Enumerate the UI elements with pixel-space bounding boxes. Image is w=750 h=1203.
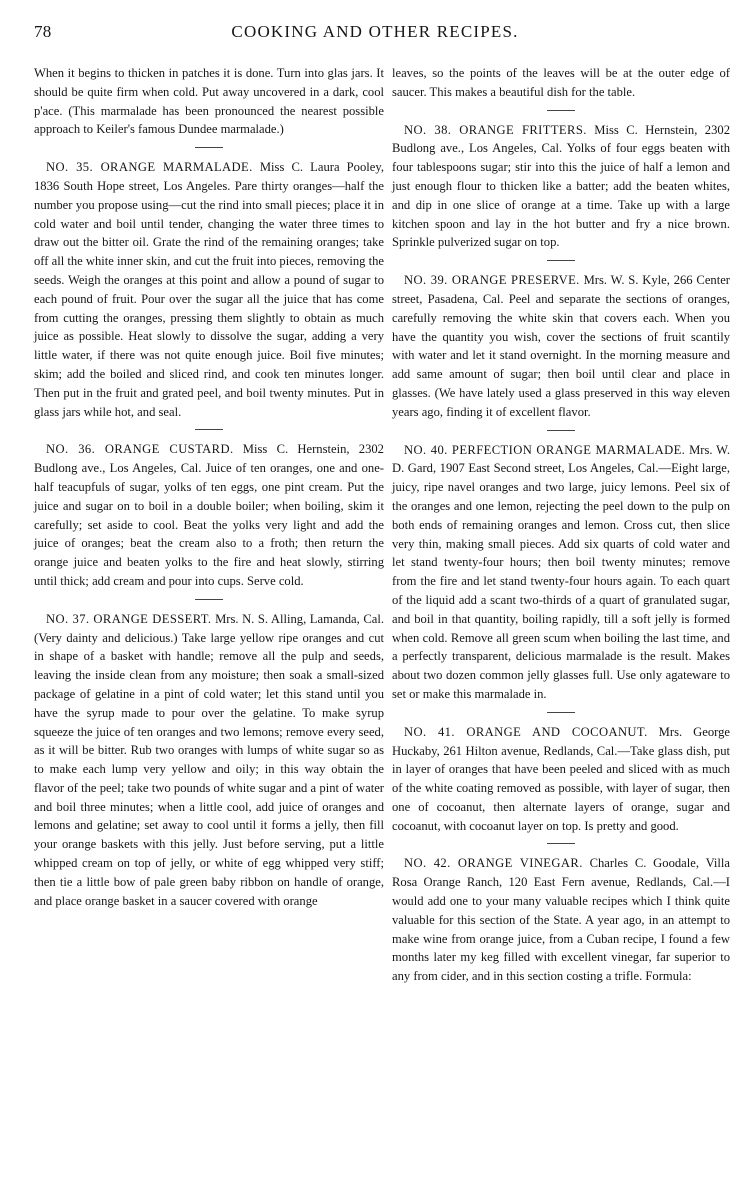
recipe-body: Charles C. Goodale, Villa Rosa Orange Ranch, 120 East Fern avenue, Redlands, Cal.—I would add one to your many valuable recipes which I think quite valuable for this section of the State. A year ago, in an attempt to make wine from orange juice, from a Cuban recipe, I found a few months later my keg filled with excellent vinegar, far superior to any from cider, and in this section costing a trifle. Formula: (392, 856, 730, 984)
recipe-39 (392, 271, 730, 421)
separator-rule (547, 712, 575, 713)
separator-rule (195, 429, 223, 430)
recipe-body: Mrs. W. S. Kyle, 266 Center street, Pasadena, Cal. Peel and separate the sections of oranges, carefully removing the white skin that covers each. When you have the quantity you wish, cover the sections of fruit scantily with water and let it stand overnight. In the morning measure and add same amount of sugar; then boil until clear and place in glasses. (We have lately used a glass preserved in this way eleven years ago, finding it of excellent flavor. (392, 273, 730, 419)
recipe-heading: NO. 38. ORANGE FRITTERS. (404, 122, 587, 137)
recipe-heading: NO. 40. PERFECTION ORANGE MARMALADE. (404, 442, 686, 457)
continuation-text: leaves, so the points of the leaves will be at the outer edge of saucer. This makes a beautiful dish for the table. (392, 66, 730, 99)
recipe-body: Mrs. N. S. Alling, Lamanda, Cal. (Very dainty and delicious.) Take large yellow ripe oranges and cut in shape of a basket with handle; remove all the pulp and seeds, leaving the inside clean from any moisture; then soak a small-sized package of gelatine in a pint of cold water; let this stand until you have the syrup made to pour over the gelatine. To make syrup squeeze the juice of ten oranges and two lemons; remove every seed, as it will be bitter. Rub two oranges with lumps of white sugar so as to make each lump very yellow and oily; in this way obtain the flavor of the peel; take two pounds of white sugar and a pint of water and boil three minutes; when a little cool, add juice of oranges and lemons and gelatine; set away to cool until it forms a jelly, then fill your orange baskets with this jelly. Just before serving, put a little whipped cream on top of jelly, or white of egg whipped very stiff; then tie a little bow of pale green baby ribbon on handle of orange, and place orange basket in a saucer covered with orange (34, 611, 384, 908)
recipe-heading: NO. 39. ORANGE PRESERVE. (404, 273, 580, 288)
separator-rule (547, 110, 575, 111)
recipe-body: Mrs. George Huckaby, 261 Hilton avenue, Redlands, Cal.—Take glass dish, put in layer of oranges that have been peeled and sliced with as much of the white coating removed as possible, with layer of sugar, then one of cocoanut, then alternate layers of orange, sugar and cocoanut, with cocoanut layer on top. Is pretty and good. (392, 724, 730, 833)
recipe-body: Mrs. W. D. Gard, 1907 East Second street, Los Angeles, Cal.—Eight large, juicy, ripe navel oranges and two large, juicy lemons. Peel six of the oranges and one lemon, rejecting the peel down to the pulp on both ends of remaining oranges and lemon. Cross cut, then slice very thin, making small pieces. Add six quarts of cold water and let stand twenty-four hours; then boil twenty minutes; remove from the fire and let stand twenty-four hours again. To each quart of the liquid add a scant two-thirds of a quart of granulated sugar, and boil in that quantity, boiling rapidly, till a soft jelly is formed when cold. Remove all green scum when boiling the last time, and a perfectly transparent, delicious marmalade is the result. Makes about two dozen common jelly glasses full. Use only agateware to set or make this marmalade in. (392, 442, 730, 701)
separator-rule (547, 843, 575, 844)
recipe-heading: NO. 42. ORANGE VINEGAR. (404, 856, 583, 871)
page-header (0, 22, 750, 52)
page-number: 78 (34, 22, 52, 41)
recipe-heading: NO. 35. ORANGE MARMALADE. (46, 160, 253, 175)
left-column (34, 64, 384, 910)
recipe-heading: NO. 41. ORANGE AND COCOANUT. (404, 724, 648, 739)
recipe-41 (392, 723, 730, 836)
recipe-body: Miss C. Laura Pooley, 1836 South Hope street, Los Angeles. Pare thirty oranges—half the number you propose using—cut the rind into small pieces; place it in cold water and boil until tender, changing the water three times to draw out the bitter oil. Grate the rind of the remaining oranges; take off all the white inner skin, and cut the fruit into pieces, removing the seeds. Weigh the oranges at this point and allow a pound of sugar to each pound of fruit. Pour over the sugar all the juice that has come from cutting the oranges, pressing them slightly to obtain as much juice as possible. Heat slowly to dissolve the sugar, adding a very little water, if there was not quite enough juice. Boil five minutes; skim; add the boiled and sliced rind, and cook ten minutes longer. Then put in the fruit and grated peel, and boil twenty minutes. Put in glass jars while hot, and seal. (34, 160, 384, 419)
separator-rule (195, 147, 223, 148)
recipe-36 (34, 440, 384, 590)
recipe-38 (392, 121, 730, 253)
recipe-body: Miss C. Hernstein, 2302 Budlong ave., Los Angeles, Cal. Juice of ten oranges, one and one-half teacupfuls of sugar, yolks of ten eggs, one pint cream. Put the juice and sugar on to boil in a double boiler; when boiling, skim it carefully; set aside to cool. Beat the yolks very light and add the juice of oranges; beat the cream also to a froth; then return the orange juice and beaten yolks to the fire and heat slowly, stirring until thick; add cream and pour into cups. Serve cold. (34, 442, 384, 588)
recipe-heading: NO. 37. ORANGE DESSERT. (46, 611, 212, 626)
recipe-37 (34, 610, 384, 911)
running-head: COOKING AND OTHER RECIPES. (231, 22, 519, 41)
separator-rule (195, 599, 223, 600)
separator-rule (547, 260, 575, 261)
separator-rule (547, 430, 575, 431)
recipe-42 (392, 854, 730, 986)
right-column (392, 64, 730, 986)
recipe-40 (392, 441, 730, 704)
recipe-heading: NO. 36. ORANGE CUSTARD. (46, 442, 234, 457)
recipe-body: Miss C. Hernstein, 2302 Budlong ave., Los Angeles, Cal. Yolks of four eggs beaten with four tablespoons sugar; stir into this the juice of half a lemon and just enough flour to thicken like a batter; add the beaten whites, and dip in one slice of orange at a time. Take up with a large kitchen spoon and lay in the hot butter and fry a nice brown. Sprinkle pulverized sugar on top. (392, 122, 730, 250)
continuation-text: When it begins to thicken in patches it is done. Turn into glas jars. It should be quite firm when cold. Put away uncovered in a dark, cool p'ace. (This marmalade has been pronounced the nearest possible approach to Keiler's famous Dundee marmalade.) (34, 66, 384, 137)
recipe-35 (34, 158, 384, 421)
